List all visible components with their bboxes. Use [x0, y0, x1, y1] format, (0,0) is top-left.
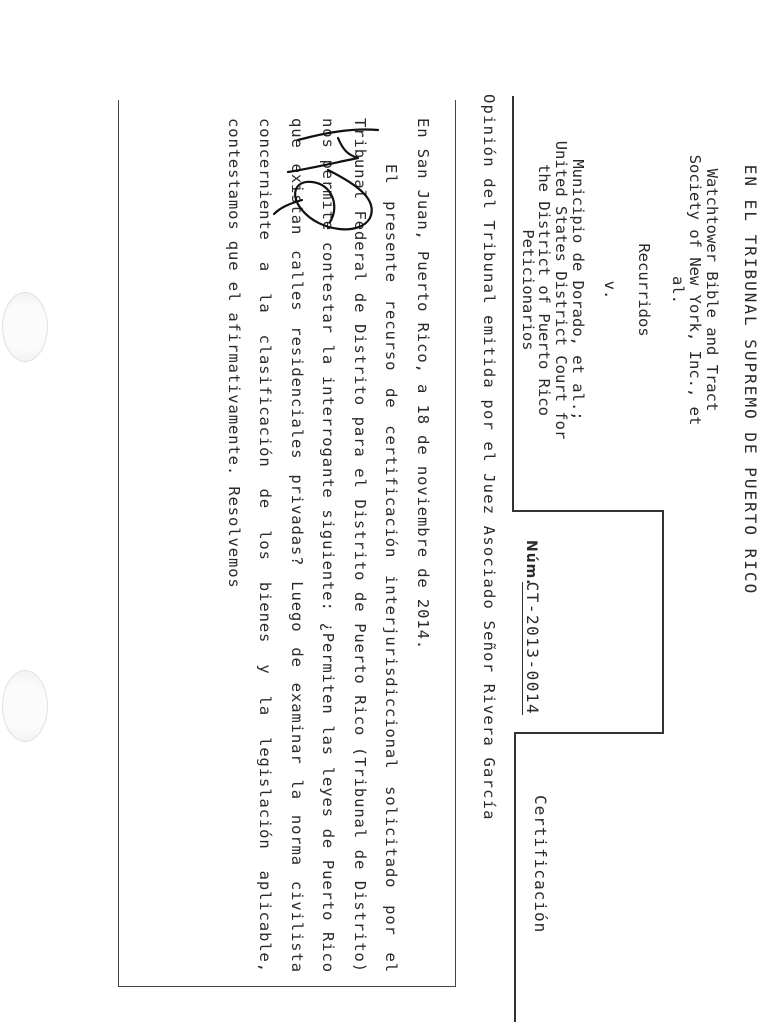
petitioner-line: Municipio de Dorado, et al.;: [569, 159, 587, 421]
respondent-line: Watchtower Bible and Tract: [703, 168, 721, 412]
versus-label: v.: [601, 280, 619, 300]
caption-respondents: [669, 90, 720, 490]
dateline: En San Juan, Puerto Rico, a 18 de noviembre de 2014.: [414, 118, 432, 651]
certificacion-box-bottom: [515, 732, 517, 1022]
caption-petitioners: [535, 90, 586, 490]
case-number-label: Núm.: [523, 540, 539, 586]
respondent-line: Society of New York, Inc., et: [686, 154, 704, 426]
opening-paragraph: El presente recurso de certificación interjurisdiccional solicitado por el Tribunal Federal de Distrito para el Distrito de Puerto Rico (Tribunal de Distrito) nos permite contestar la interrogante siguiente: ¿Permiten las leyes de Puerto Rico que existan calles residenciales privadas? Luego de examinar la norma civilista concerniente a la clasificación de los bienes y la legislación aplicable, contestamos que el afirmativamente. Resolvemos: [225, 118, 401, 973]
respondent-role: Recurridos: [635, 243, 653, 337]
caption-divider-right: [514, 510, 664, 512]
respondent-line: al.: [669, 276, 687, 304]
court-title: EN EL TRIBUNAL SUPREMO DE PUERTO RICO: [741, 164, 760, 596]
certificacion-box-left: [514, 732, 664, 734]
handwritten-signature: [268, 110, 398, 260]
petitioner-role: Peticionarios: [519, 229, 537, 351]
case-type: Certificación: [531, 795, 550, 934]
petitioner-line: the District of Puerto Rico: [535, 164, 553, 416]
caption-divider-top: [663, 512, 665, 734]
petitioner-line: United States District Court for: [552, 140, 570, 440]
punch-hole-bottom: [2, 670, 48, 742]
case-number-value: CT-2013-0014: [523, 581, 542, 716]
punch-hole-top: [2, 292, 48, 362]
caption-divider-bottom: [513, 96, 515, 512]
opinion-attribution: Opinión del Tribunal emitida por el Juez Asociado Señor Rivera García: [480, 94, 498, 821]
case-number: [523, 540, 542, 715]
